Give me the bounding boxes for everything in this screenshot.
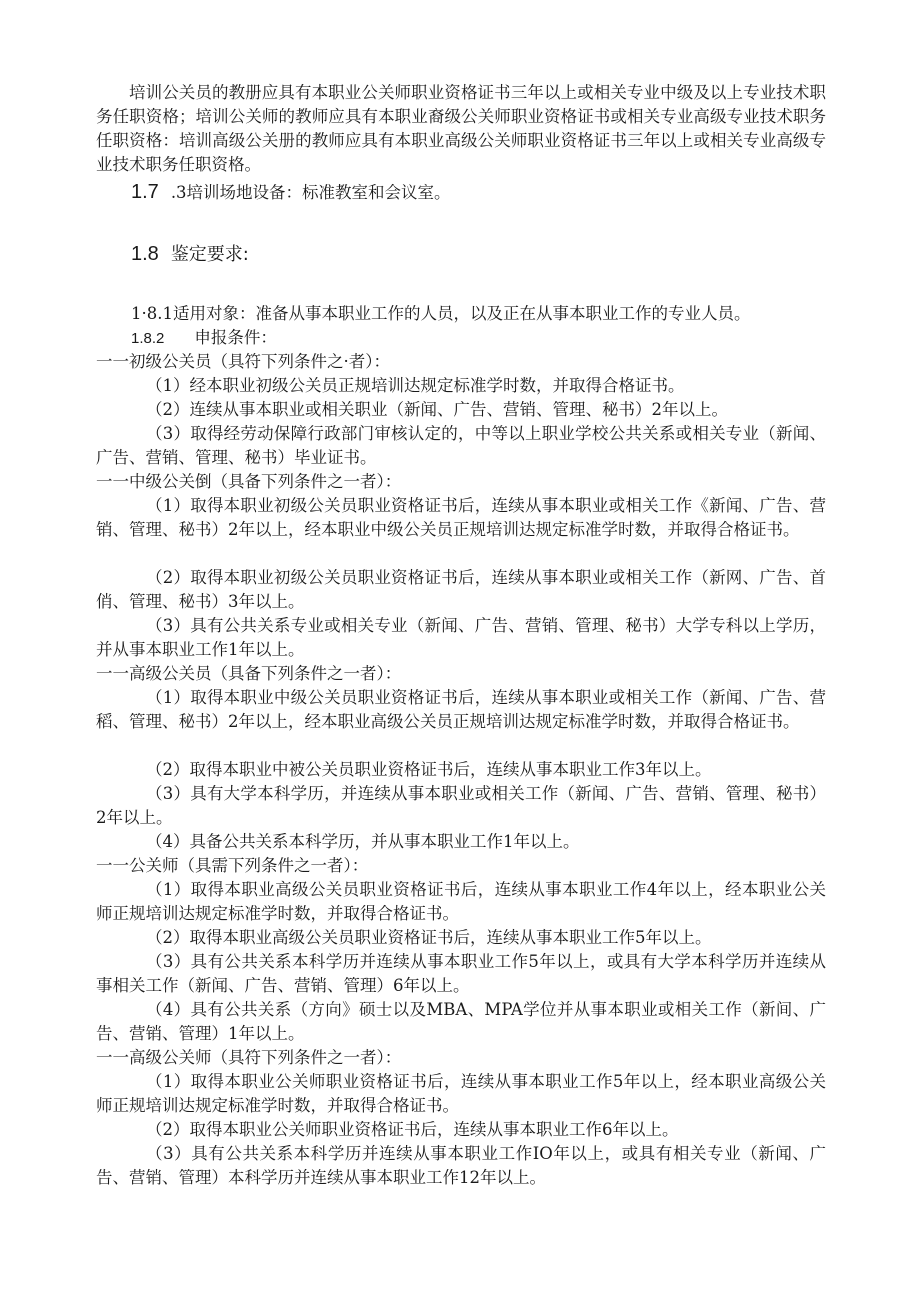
section-1-8-heading <box>131 239 249 269</box>
subsection-number: 1.8.2 <box>131 330 165 347</box>
condition-item: （3）具有公共关系专业或相关专业（新闻、广告、营销、管理、秘书）大学专科以上学历，并从事本职业工作1年以上。 <box>96 616 826 659</box>
condition-item: （4）具备公共关系本科学历，并从事本职业工作1年以上。 <box>146 832 580 851</box>
subsection-text: 申报条件： <box>194 328 277 347</box>
section-text: .3培训场地设备：标准教室和会议室。 <box>170 183 451 202</box>
group-title-intermediate-pr-officer: 一一中级公关倒（具备下列条件之一者）： <box>96 472 402 491</box>
condition-item: （2）取得本职业初级公关员职业资格证书后，连续从事本职业或相关工作（新网、广告、首俏、管理、秘书）3年以上。 <box>96 568 826 611</box>
group-title-junior-pr-officer: 一一初级公关员（具符下列条件之·者）： <box>96 352 390 371</box>
condition-item: （1）取得本职业公关师职业资格证书后，连续从事本职业工作5年以上，经本职业高级公关师正规培训达规定标准学时数，并取得合格证书。 <box>96 1072 826 1115</box>
group-title-pr-specialist: 一一公关师（具需下列条件之一者）： <box>96 856 369 875</box>
condition-item: （3）具有公共关系本科学历并连续从事本职业工作IO年以上，或具有相关专业（新闻、广告、营销、管理）本科学历并连续从事本职业工作12年以上。 <box>96 1144 826 1187</box>
condition-item: （1）经本职业初级公关员正规培训达规定标准学时数，并取得合格证书。 <box>146 376 685 395</box>
section-number: 1.8 <box>131 243 159 265</box>
condition-item: （4）具有公共关系（方向》硕士以及MBA、MPA学位并从事本职业或相关工作（新间、广告、营销、管理）1年以上。 <box>96 1000 826 1043</box>
section-title: 鉴定要求: <box>170 244 249 265</box>
condition-item: （1）取得本职业初级公关员职业资格证书后，连续从事本职业或相关工作《新闻、广告、营销、管理、秘书）2年以上，经本职业中级公关员正规培训达规定标准学时数，并取得合格证书。 <box>96 496 826 539</box>
condition-item: （2）取得本职业中被公关员职业资格证书后，连续从事本职业工作3年以上。 <box>146 760 712 779</box>
paragraph-trainer-qualifications: 培训公关员的教册应具有本职业公关师职业资格证书三年以上或相关专业中级及以上专业技术职务任职资格；培训公关师的教师应具有本职业裔级公关师职业资格证书或相关专业高级专业技术职务任职资格：培训高级公关册的教师应具有本职业高级公关师职业资格证书三年以上或相关专业高级专业技术职务任职资格。 <box>96 83 826 174</box>
condition-item: （3）取得经劳动保障行政部门审核认定的，中等以上职业学校公共关系或相关专业（新闻、广告、营销、管理、秘书）毕业证书。 <box>96 424 826 467</box>
condition-item: （2）连续从事本职业或相关职业（新闻、广告、营销、管理、秘书）2年以上。 <box>146 400 728 419</box>
condition-item: （1）取得本职业中级公关员职业资格证书后，连续从事本职业或相关工作（新闻、广告、营稻、管理、秘书）2年以上，经本职业高级公关员正规培训达规定标准学时数，并取得合格证书。 <box>96 688 826 731</box>
condition-item: （3）具有大学本科学历，并连续从事本职业或相关工作（新闻、广告、营销、管理、秘书）2年以上。 <box>96 784 826 827</box>
group-title-senior-pr-specialist: 一一高级公关师（具符下列条件之一者）： <box>96 1048 402 1067</box>
condition-item: （2）取得本职业高级公关员职业资格证书后，连续从事本职业工作5年以上。 <box>146 928 712 947</box>
condition-item: （1）取得本职业高级公关员职业资格证书后，连续从事本职业工作4年以上，经本职业公关师正规培训达规定标准学时数，并取得合格证书。 <box>96 880 826 923</box>
subsection-1-8-1: 1·8.1适用对象：准备从事本职业工作的人员，以及正在从事本职业工作的专业人员。 <box>131 304 751 323</box>
group-title-senior-pr-officer: 一一高级公关员（具备下列条件之一者）： <box>96 664 402 683</box>
section-number: 1.7 <box>131 181 159 203</box>
condition-item: （3）具有公共关系本科学历并连续从事本职业工作5年以上，或具有大学本科学历并连续从事相关工作（新闻、广告、营销、管理）6年以上。 <box>96 952 826 995</box>
condition-item: （2）取得本职业公关师职业资格证书后，连续从事本职业工作6年以上。 <box>146 1120 679 1139</box>
section-1-7-heading <box>131 177 451 207</box>
subsection-1-8-2 <box>131 326 277 351</box>
